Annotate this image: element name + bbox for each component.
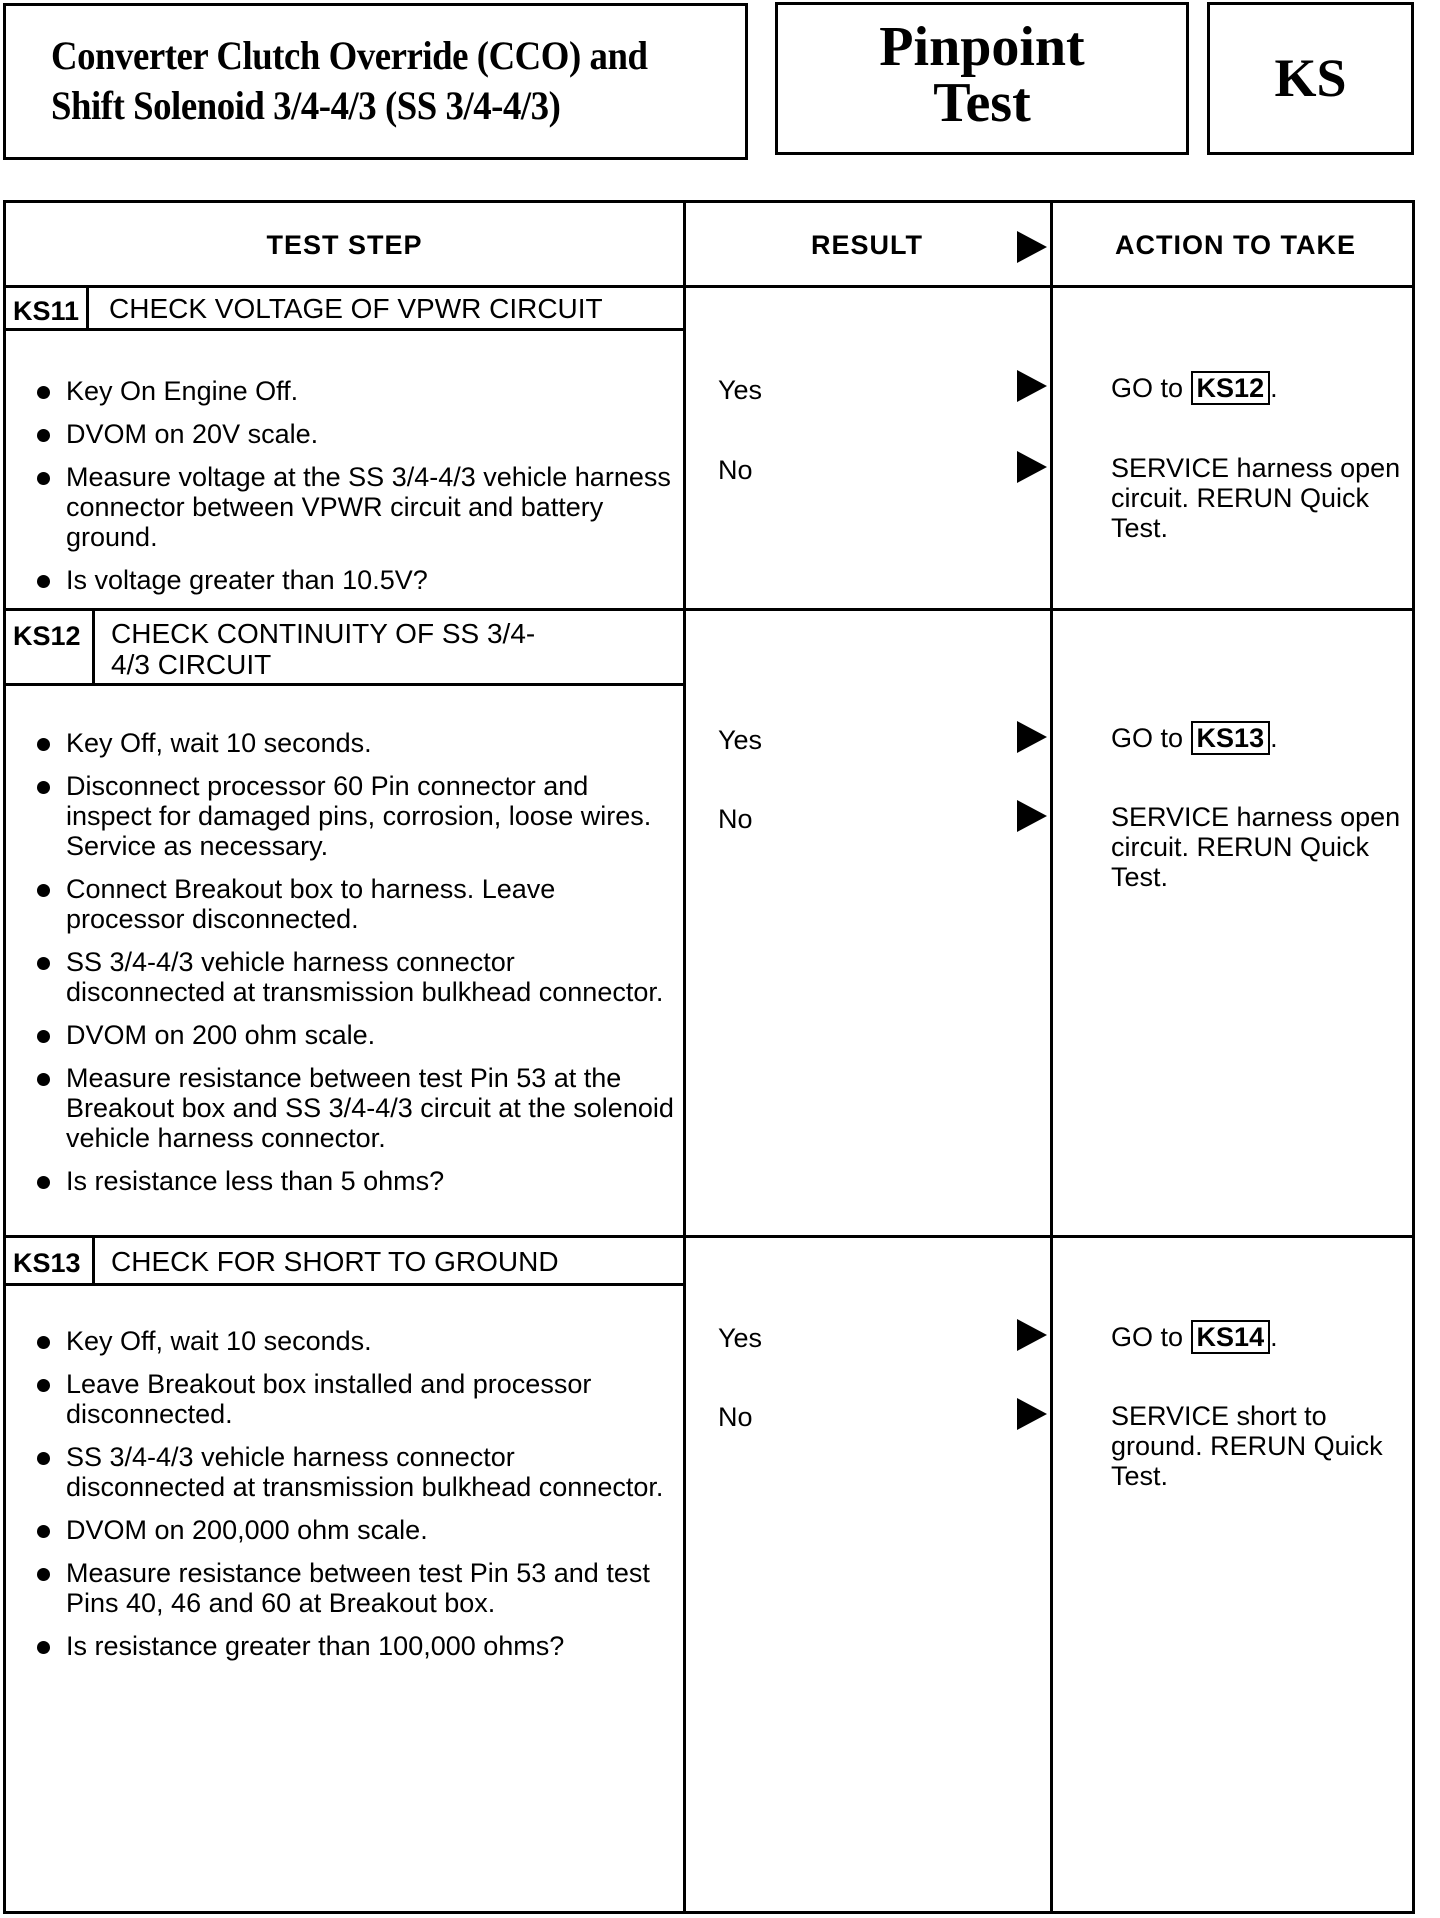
result-no: No bbox=[718, 1402, 753, 1432]
title-line-2: Shift Solenoid 3/4-4/3 (SS 3/4-4/3) bbox=[51, 83, 561, 128]
no-arrow-icon bbox=[1017, 451, 1047, 483]
step-id-divider bbox=[92, 1238, 95, 1283]
result-no: No bbox=[718, 804, 753, 834]
step-id: KS12 bbox=[13, 621, 81, 651]
action-text: GO to bbox=[1111, 1322, 1184, 1352]
column-divider-result bbox=[683, 203, 686, 1911]
result-yes: Yes bbox=[718, 1323, 763, 1353]
instruction: Measure voltage at the SS 3/4-4/3 vehicle harness connector between VPWR circuit and battery ground. bbox=[6, 462, 676, 552]
instruction: DVOM on 200,000 ohm scale. bbox=[6, 1515, 676, 1545]
yes-action bbox=[1111, 721, 1401, 755]
instruction: DVOM on 200 ohm scale. bbox=[6, 1020, 676, 1050]
yes-action bbox=[1111, 1320, 1401, 1354]
column-header-test-step: TEST STEP bbox=[266, 230, 423, 260]
result-yes: Yes bbox=[718, 375, 763, 405]
action-text: GO to bbox=[1111, 373, 1184, 403]
result-arrow-icon bbox=[1017, 231, 1047, 263]
no-action: SERVICE harness open circuit. RERUN Quick Test. bbox=[1111, 453, 1401, 543]
pinpoint-test-box bbox=[775, 2, 1189, 155]
instruction: Disconnect processor 60 Pin connector and inspect for damaged pins, corrosion, loose wires. Service as necessary. bbox=[6, 771, 676, 861]
step-divider bbox=[6, 1235, 1412, 1238]
no-action: SERVICE harness open circuit. RERUN Quick Test. bbox=[1111, 802, 1401, 892]
title-box bbox=[3, 3, 748, 160]
test-code-box: KS bbox=[1207, 2, 1414, 155]
instruction: Connect Breakout box to harness. Leave processor disconnected. bbox=[6, 874, 676, 934]
step-instructions bbox=[6, 728, 676, 1209]
test-label: Test bbox=[933, 72, 1031, 134]
column-divider-action bbox=[1050, 203, 1053, 1911]
result-no: No bbox=[718, 455, 753, 485]
goto-step-link[interactable]: KS12 bbox=[1191, 371, 1271, 405]
step-title-underline bbox=[6, 683, 683, 686]
step-title: CHECK FOR SHORT TO GROUND bbox=[111, 1246, 559, 1277]
goto-step-link[interactable]: KS14 bbox=[1191, 1320, 1271, 1354]
instruction: Key Off, wait 10 seconds. bbox=[6, 728, 676, 758]
goto-step-link[interactable]: KS13 bbox=[1191, 721, 1271, 755]
instruction: Is resistance greater than 100,000 ohms? bbox=[6, 1631, 676, 1661]
instruction: Is voltage greater than 10.5V? bbox=[6, 565, 676, 595]
step-instructions bbox=[6, 1326, 676, 1674]
step-title-underline bbox=[6, 1283, 683, 1286]
action-text: . bbox=[1270, 1322, 1278, 1352]
step-id: KS11 bbox=[13, 296, 80, 326]
step-title-underline bbox=[6, 328, 683, 331]
instruction: Key On Engine Off. bbox=[6, 376, 676, 406]
yes-arrow-icon bbox=[1017, 721, 1047, 753]
column-header-action: ACTION TO TAKE bbox=[1115, 230, 1356, 260]
step-id: KS13 bbox=[13, 1248, 81, 1278]
instruction: DVOM on 20V scale. bbox=[6, 419, 676, 449]
step-id-divider bbox=[86, 288, 89, 328]
pinpoint-label: Pinpoint bbox=[879, 16, 1085, 78]
instruction: Key Off, wait 10 seconds. bbox=[6, 1326, 676, 1356]
instruction: SS 3/4-4/3 vehicle harness connector disconnected at transmission bulkhead connector. bbox=[6, 947, 676, 1007]
no-arrow-icon bbox=[1017, 800, 1047, 832]
instruction: Leave Breakout box installed and processor disconnected. bbox=[6, 1369, 676, 1429]
action-text: GO to bbox=[1111, 723, 1184, 753]
yes-arrow-icon bbox=[1017, 1319, 1047, 1351]
yes-action bbox=[1111, 371, 1401, 405]
instruction: Measure resistance between test Pin 53 at the Breakout box and SS 3/4-4/3 circuit at the solenoid vehicle harness connector. bbox=[6, 1063, 676, 1153]
instruction: Is resistance less than 5 ohms? bbox=[6, 1166, 676, 1196]
step-title: CHECK VOLTAGE OF VPWR CIRCUIT bbox=[109, 293, 603, 324]
test-table bbox=[3, 200, 1415, 1914]
instruction: Measure resistance between test Pin 53 and test Pins 40, 46 and 60 at Breakout box. bbox=[6, 1558, 676, 1618]
yes-arrow-icon bbox=[1017, 370, 1047, 402]
result-yes: Yes bbox=[718, 725, 763, 755]
step-title: CHECK CONTINUITY OF SS 3/4-4/3 CIRCUIT bbox=[111, 618, 536, 680]
no-arrow-icon bbox=[1017, 1398, 1047, 1430]
step-instructions bbox=[6, 376, 676, 608]
instruction: SS 3/4-4/3 vehicle harness connector disconnected at transmission bulkhead connector. bbox=[6, 1442, 676, 1502]
title-line-1: Converter Clutch Override (CCO) and bbox=[51, 33, 648, 78]
action-text: . bbox=[1270, 723, 1278, 753]
step-id-divider bbox=[92, 611, 95, 683]
column-header-result: RESULT bbox=[811, 230, 923, 260]
header-divider bbox=[6, 285, 1412, 288]
step-divider bbox=[6, 608, 1412, 611]
action-text: . bbox=[1270, 373, 1278, 403]
no-action: SERVICE short to ground. RERUN Quick Test. bbox=[1111, 1401, 1383, 1491]
